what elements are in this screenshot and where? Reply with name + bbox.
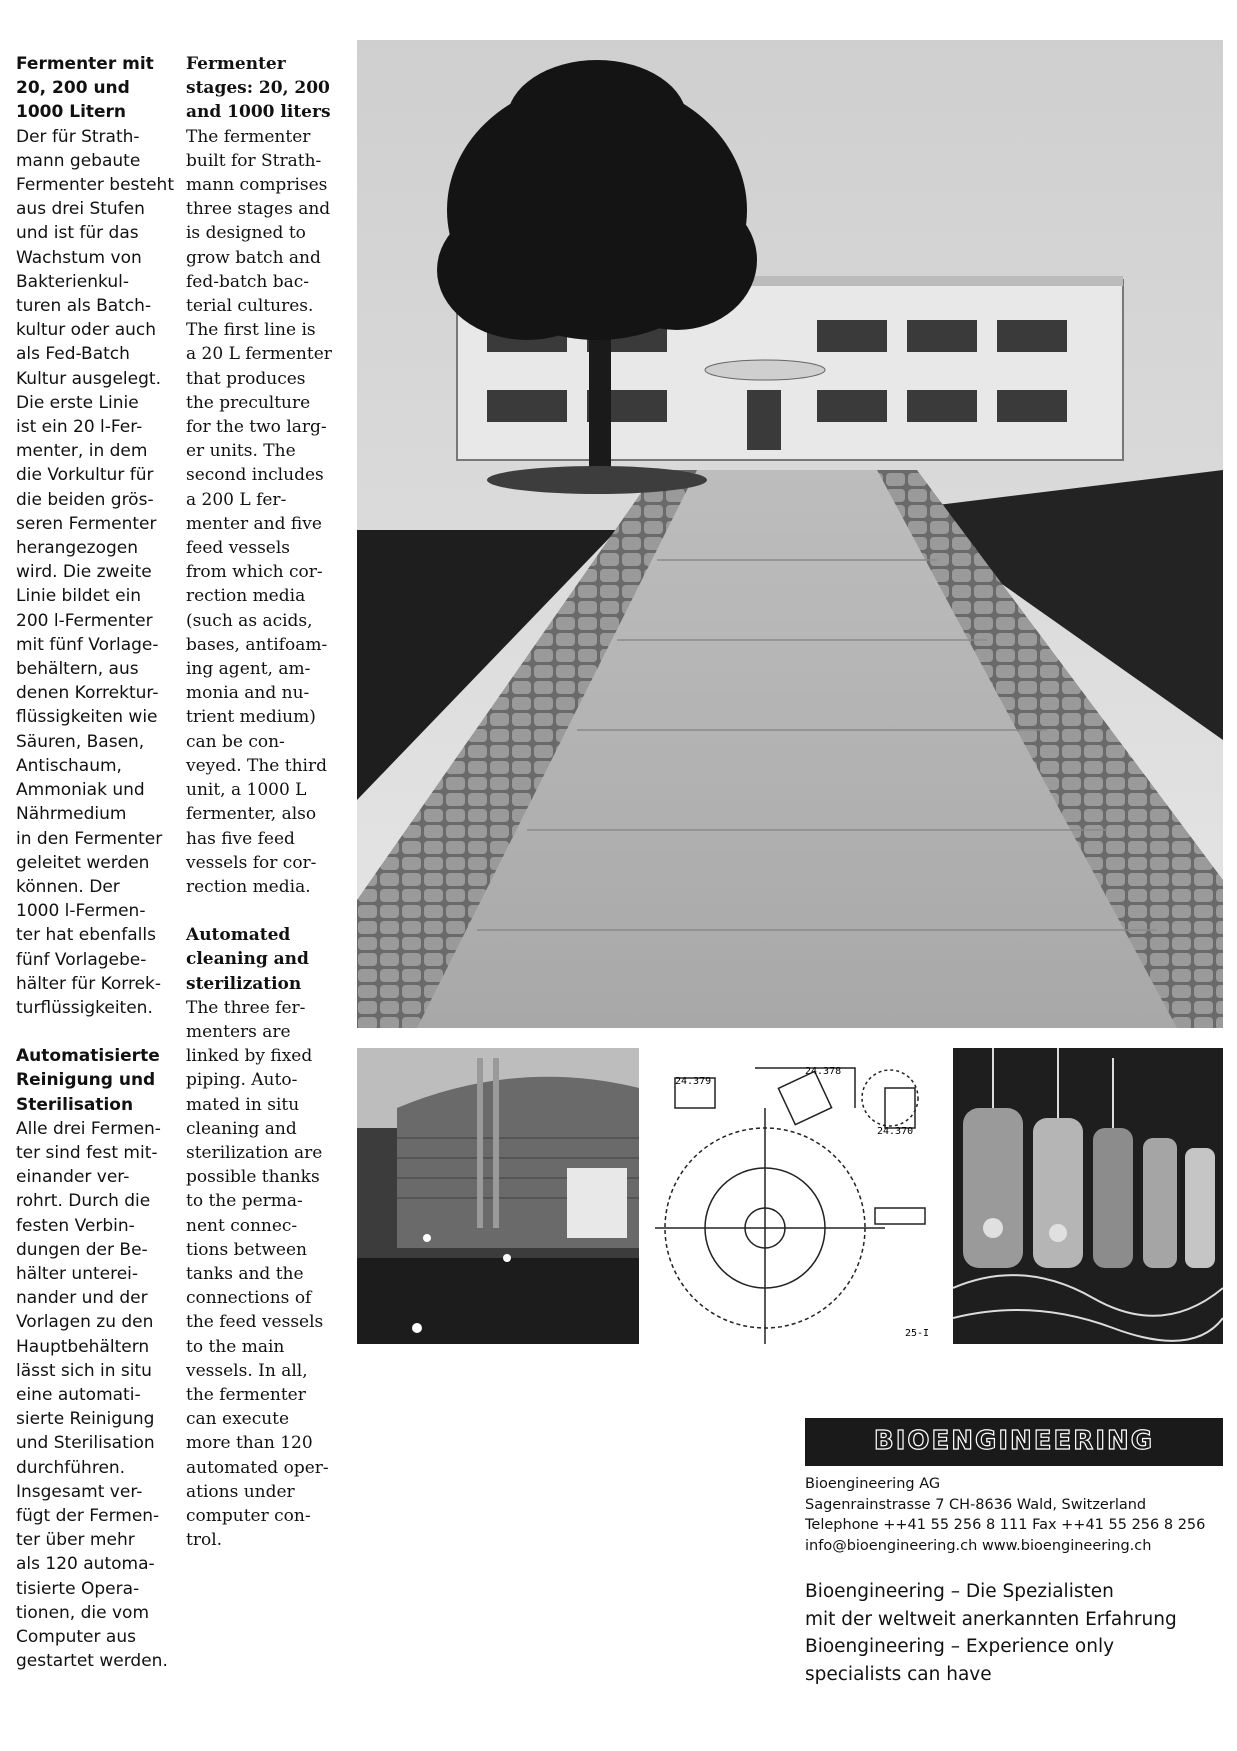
text-line: the preculture (186, 392, 311, 413)
text-line: tanks and the (186, 1263, 304, 1284)
building-night-photo (357, 1048, 639, 1344)
text-line: computer con- (186, 1505, 311, 1526)
text-line: The three fer- (186, 997, 306, 1018)
text-line: 20, 200 und (16, 78, 130, 99)
text-line: sierte Reinigung (16, 1409, 155, 1430)
text-line: 1000 l-Fermen- (16, 901, 146, 922)
text-line: die beiden grös- (16, 489, 154, 510)
german-body-cleaning (16, 1117, 176, 1674)
text-line: festen Verbin- (16, 1215, 135, 1236)
text-line: Automatisierte (16, 1046, 160, 1067)
text-line: seren Fermenter (16, 513, 157, 534)
drawing-label-24378: 24.378 (805, 1066, 842, 1077)
text-line: Linie bildet ein (16, 586, 142, 607)
text-line: feed vessels (186, 538, 291, 559)
text-line: from which cor- (186, 562, 323, 583)
text-line: unit, a 1000 L (186, 780, 307, 801)
text-line: die Vorkultur für (16, 465, 154, 486)
text-line: can be con- (186, 731, 285, 752)
text-line: als 120 automa- (16, 1554, 155, 1575)
text-line: cleaning and (186, 1118, 297, 1139)
text-line: Reinigung und (16, 1070, 156, 1091)
text-line: piping. Auto- (186, 1070, 298, 1091)
text-line: herangezogen (16, 538, 139, 559)
bioengineering-logo (805, 1418, 1223, 1466)
text-line: sterilization (186, 973, 302, 994)
text-line: ations under (186, 1481, 295, 1502)
building-night-illustration (357, 1048, 639, 1344)
text-line: tions between (186, 1239, 307, 1260)
text-line: turflüssigkeiten. (16, 997, 153, 1018)
text-line: turen als Batch- (16, 296, 152, 317)
text-line: three stages and (186, 199, 331, 220)
text-line: connections of (186, 1288, 312, 1309)
text-line: Nährmedium (16, 804, 127, 825)
text-line: menters are (186, 1021, 291, 1042)
text-line: Insgesamt ver- (16, 1481, 143, 1502)
text-line: sterilization are (186, 1142, 323, 1163)
text-line: durchführen. (16, 1457, 126, 1478)
text-line: Säuren, Basen, (16, 731, 145, 752)
fermenter-equipment-illustration (953, 1048, 1223, 1344)
english-heading-cleaning (186, 923, 348, 996)
text-line: einander ver- (16, 1167, 130, 1188)
text-line: built for Strath- (186, 150, 322, 171)
text-line: trient medium) (186, 707, 316, 728)
building-tree-illustration (357, 40, 1223, 1028)
text-line: mann comprises (186, 175, 328, 196)
text-line: bases, antifoam- (186, 634, 328, 655)
text-line: tionen, die vom (16, 1602, 150, 1623)
text-line: mann gebaute (16, 150, 141, 171)
fermenter-equipment-photo (953, 1048, 1223, 1344)
text-line: und ist für das (16, 223, 139, 244)
text-line: wird. Die zweite (16, 562, 152, 583)
text-line: linked by fixed (186, 1046, 313, 1067)
slogan-english (805, 1633, 1223, 1688)
text-line: The first line is (186, 320, 316, 341)
text-line: (such as acids, (186, 610, 313, 631)
german-heading-fermenter (16, 52, 176, 125)
company-phone-fax: Telephone ++41 55 256 8 111 Fax ++41 55 256 8 256 (805, 1517, 1206, 1533)
text-line: vessels for cor- (186, 852, 317, 873)
text-line: fed-batch bac- (186, 271, 309, 292)
text-line: Bioengineering – Die Spezialisten (805, 1581, 1114, 1602)
text-line: fünf Vorlagebe- (16, 949, 147, 970)
text-line: Kultur ausgelegt. (16, 368, 161, 389)
drawing-label-24370: 24.370 (877, 1126, 914, 1137)
text-line: aus drei Stufen (16, 199, 145, 220)
text-line: more than 120 (186, 1433, 313, 1454)
text-line: mit fünf Vorlage- (16, 634, 159, 655)
english-column (186, 52, 348, 1552)
drawing-label-24379: 24.379 (675, 1076, 712, 1087)
text-line: to the perma- (186, 1191, 303, 1212)
text-line: können. Der (16, 876, 120, 897)
text-line: ing agent, am- (186, 659, 311, 680)
text-line: kultur oder auch (16, 320, 157, 341)
text-line: Wachstum von (16, 247, 142, 268)
text-line: in den Fermenter (16, 828, 163, 849)
text-line: und Sterilisation (16, 1433, 155, 1454)
text-line: als Fed-Batch (16, 344, 130, 365)
text-line: ter über mehr (16, 1530, 135, 1551)
text-line: ist ein 20 l-Fer- (16, 417, 143, 438)
german-column (16, 52, 176, 1673)
text-line: veyed. The third (186, 755, 327, 776)
text-line: menter, in dem (16, 441, 148, 462)
text-line: ter hat ebenfalls (16, 925, 156, 946)
text-line: the fermenter (186, 1384, 306, 1405)
english-body-fermenter (186, 125, 348, 900)
german-body-fermenter (16, 125, 176, 1021)
text-line: rohrt. Durch die (16, 1191, 151, 1212)
text-line: second includes (186, 465, 324, 486)
drawing-label-25-1: 25-I (905, 1328, 930, 1339)
text-line: hälter für Korrek- (16, 973, 162, 994)
text-line: fügt der Fermen- (16, 1505, 160, 1526)
building-tree-photo (357, 40, 1223, 1028)
text-line: a 20 L fermenter (186, 344, 332, 365)
text-line: has five feed (186, 828, 295, 849)
company-email-web: info@bioengineering.ch www.bioengineering.ch (805, 1537, 1152, 1554)
text-line: monia and nu- (186, 683, 310, 704)
text-line: Fermenter mit (16, 54, 154, 74)
text-line: specialists can have (805, 1663, 992, 1685)
text-line: that produces (186, 368, 306, 389)
text-line: Antischaum, (16, 755, 122, 776)
text-line: The fermenter (186, 126, 311, 147)
text-line: Computer aus (16, 1627, 136, 1647)
english-heading-fermenter (186, 52, 348, 125)
text-line: Vorlagen zu den (16, 1312, 154, 1333)
text-line: hälter unterei- (16, 1263, 139, 1284)
text-line: stages: 20, 200 (186, 78, 330, 99)
text-line: mated in situ (186, 1094, 300, 1115)
english-body-cleaning (186, 996, 348, 1553)
text-line: Der für Strath- (16, 126, 140, 147)
text-line: denen Korrektur- (16, 683, 159, 704)
text-line: vessels. In all, (186, 1360, 308, 1381)
text-line: possible thanks (186, 1167, 320, 1188)
text-line: ter sind fest mit- (16, 1142, 158, 1163)
text-line: Bioengineering – Experience only (805, 1636, 1115, 1657)
text-line: geleitet werden (16, 852, 150, 873)
slogan-german (805, 1578, 1223, 1633)
text-line: is designed to (186, 223, 306, 244)
text-line: er units. The (186, 441, 296, 462)
text-line: 200 l-Fermenter (16, 610, 153, 631)
text-line: gestartet werden. (16, 1651, 168, 1672)
text-line: fermenter, also (186, 804, 317, 825)
text-line: Bakterienkul- (16, 271, 129, 292)
text-line: mit der weltweit anerkannten Erfahrung (805, 1608, 1177, 1630)
text-line: behältern, aus (16, 659, 139, 680)
text-line: nent connec- (186, 1215, 298, 1236)
text-line: for the two larg- (186, 417, 327, 438)
text-line: grow batch and (186, 247, 321, 268)
text-line: and 1000 liters (186, 102, 331, 123)
text-line: 1000 Litern (16, 102, 127, 123)
company-address: Sagenrainstrasse 7 CH-8636 Wald, Switzerland (805, 1496, 1147, 1513)
piping-drawing-illustration (655, 1048, 937, 1344)
text-line: rection media. (186, 876, 311, 897)
text-line: cleaning and (186, 949, 309, 970)
text-line: Die erste Linie (16, 392, 139, 413)
german-heading-cleaning (16, 1044, 176, 1117)
text-line: Fermenter (186, 54, 286, 74)
text-line: lässt sich in situ (16, 1360, 152, 1381)
text-line: dungen der Be- (16, 1239, 148, 1260)
text-line: a 200 L fer- (186, 489, 287, 510)
text-line: Fermenter besteht (16, 175, 174, 196)
text-line: Sterilisation (16, 1094, 134, 1115)
company-name: Bioengineering AG (805, 1476, 941, 1492)
text-line: Ammoniak und (16, 780, 145, 801)
text-line: trol. (186, 1530, 223, 1551)
text-line: terial cultures. (186, 296, 314, 317)
text-line: flüssigkeiten wie (16, 707, 158, 728)
text-line: the feed vessels (186, 1312, 324, 1333)
slogans (805, 1578, 1223, 1688)
text-line: can execute (186, 1409, 290, 1430)
text-line: Alle drei Fermen- (16, 1118, 161, 1139)
piping-drawing (655, 1048, 937, 1344)
text-line: nander und der (16, 1288, 148, 1309)
text-line: automated oper- (186, 1457, 329, 1478)
text-line: Automated (186, 925, 291, 946)
text-line: to the main (186, 1336, 285, 1357)
text-line: tisierte Opera- (16, 1578, 140, 1599)
logo-text: BIOENGINEERING (873, 1426, 1155, 1456)
text-line: rection media (186, 586, 306, 607)
contact-block (805, 1474, 1223, 1556)
text-line: eine automati- (16, 1384, 141, 1405)
text-line: Hauptbehältern (16, 1336, 150, 1357)
text-line: menter and five (186, 513, 322, 534)
